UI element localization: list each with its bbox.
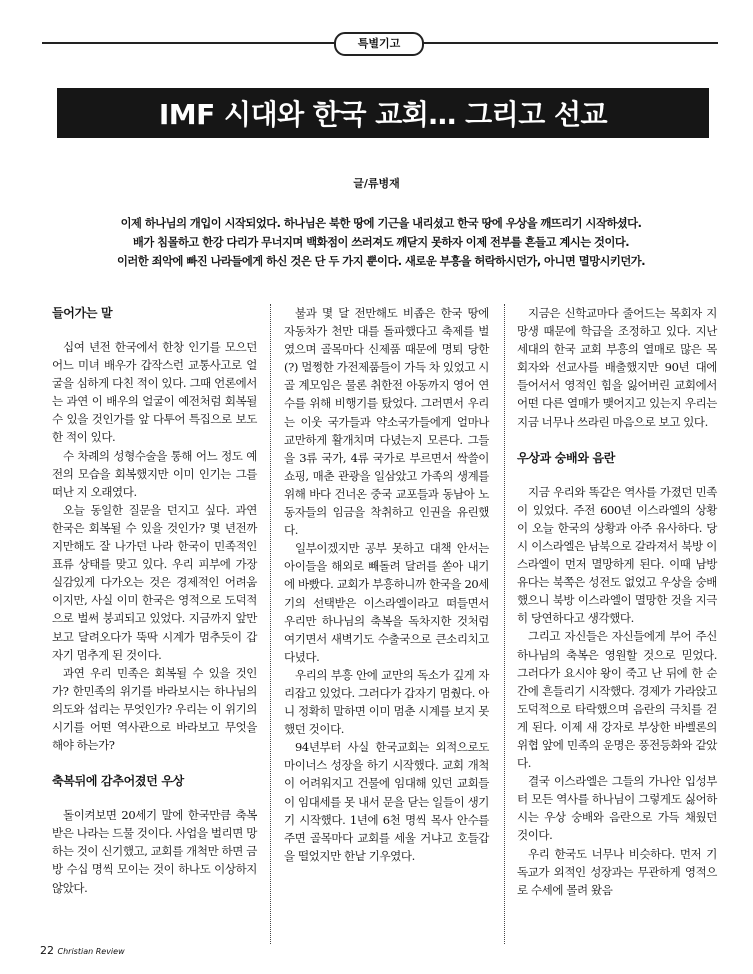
publication-name: Christian Review [57, 947, 125, 956]
byline: 글/류병재 [353, 177, 400, 190]
paragraph: 불과 몇 달 전만해도 비좁은 한국 땅에 자동차가 천만 대를 돌파했다고 축제를 벌였으며 골목마다 신제품 때문에 명퇴 당한(?) 멀쩡한 가전제품들이 가득 차 있었고 시골 계모임은 물론 취한전 아동까지 영어 연수를 위해 비행기를 탔었다. 그러면서 우리는 이웃 국가들과 약소국가들에게 얼마나 교만하게 활개치며 다녔는지 모른다. 그들을 3류 국가, 4류 국가로 부르면서 싹쓸이 쇼핑, 매춘 관광을 일삼았고 가족의 생계를 위해 바다 건너온 중국 교포들과 동남아 노동자들의 임금을 착취하고 인권을 유린했다. [284, 306, 489, 538]
paragraph: 우리 한국도 너무나 비슷하다. 먼저 기독교가 외적인 성장과는 무관하게 영적으로 수세에 몰려 왔음 [517, 846, 717, 897]
lead-line: 배가 침몰하고 한강 다리가 무너지며 백화점이 쓰러져도 깨닫지 못하자 이제 전부를 흔들고 계시는 것이다. [132, 236, 630, 249]
column-3 [517, 304, 717, 899]
lead-line: 이러한 죄악에 빠진 나라들에게 하신 것은 단 두 가지 뿐이다. 새로운 부흥을 허락하시던가, 아니면 멸망시키던가. [116, 255, 646, 268]
paragraph: 십여 년전 한국에서 한창 인기를 모으던 어느 미녀 배우가 갑작스런 교통사고로 얼굴을 심하게 다친 적이 있다. 그때 언론에서는 과연 이 배우의 얼굴이 예전처럼 회복될 수 있을 것인가를 앞 다투어 특집으로 보도한 적이 있다. [52, 340, 257, 445]
paragraph: 오늘 동일한 질문을 던지고 싶다. 과연 한국은 회복될 수 있을 것인가? 몇 년전까지만해도 잘 나가던 나라 한국이 민족적인 표류 상태를 맞고 있다. 우리 피부에 가장 실감있게 다가오는 것은 경제적인 어려움이지만, 사실 이미 한국은 영적으로 도덕적으로 벌써 붕괴되고 있었다. 지금까지 앞만 보고 달려오다가 뚝딱 시계가 멈추듯이 갑자기 멈추게 된 것이다. [52, 502, 257, 662]
column-1 [52, 304, 257, 897]
section-tag: 특별기고 [334, 32, 424, 56]
paragraph: 돌이켜보면 20세기 말에 한국만큼 축복 받은 나라는 드물 것이다. 사업을 벌리면 망하는 것이 신기했고, 교회를 개척만 하면 금방 수십 명씩 모이는 것이 하나도 이상하지 않았다. [52, 808, 257, 895]
paragraph: 지금 우리와 똑같은 역사를 가졌던 민족이 있었다. 주전 600년 이스라엘의 상황이 오늘 한국의 상황과 아주 유사하다. 당시 이스라엘은 남북으로 갈라져서 북방 이스라엘이 먼저 멸망하게 된다. 이때 남방 유다는 북쪽은 성전도 없었고 우상을 숭배했으니 북방 이스라엘이 멸망한 것을 지극히 당연하다고 생각했다. [517, 484, 717, 626]
column-divider [270, 304, 271, 944]
paragraph: 과연 우리 민족은 회복될 수 있을 것인가? 한민족의 위기를 바라보시는 하나님의 의도와 섭리는 무엇인가? 우리는 이 위기의 시기를 어떤 역사관으로 바라보고 무엇을 해야 하는가? [52, 665, 257, 753]
paragraph: 일부이겠지만 공부 못하고 대책 안서는 아이들을 해외로 빼돌려 달러를 쏟아 내기에 바빴다. 교회가 부흥하니까 한국을 20세기의 선택받은 이스라엘이라고 떠들면서 우리만 하나님의 축복을 독차지한 것처럼 여기면서 새벽기도 수출국으로 큰소리치고 다녔다. [284, 541, 489, 664]
section-heading: 축복뒤에 감추어졌던 우상 [52, 774, 184, 789]
paragraph: 지금은 신학교마다 줄어드는 목회자 지망생 때문에 학급을 조정하고 있다. 지난 세대의 한국 교회 부흥의 열매로 많은 목회자와 선교사를 배출했지만 90년 대에 들어서서 영적인 힘을 잃어버린 교회에서 어떤 다른 열매가 맺어지고 있는지 우리는 지금 너무나 쓰라린 마음으로 보고 있다. [517, 306, 717, 429]
page-number: 22 [40, 944, 54, 957]
title-banner [57, 88, 709, 138]
paragraph: 수 차례의 성형수술을 통해 어느 정도 예전의 모습을 회복했지만 이미 인기는 그를 떠난 지 오래였다. [52, 448, 257, 499]
paragraph: 94년부터 사실 한국교회는 외적으로도 마이너스 성장을 하기 시작했다. 교회 개척이 어려워지고 건물에 임대해 있던 교회들이 임대세를 못 내서 문을 닫는 일들이 생기기 시작했다. 1년에 6천 명씩 목사 안수를 주면 골목마다 교회를 세울 거냐고 호들갑을 떨었지만 한낱 기우였다. [284, 740, 489, 863]
column-2 [284, 304, 489, 865]
column-divider [504, 304, 505, 944]
paragraph: 결국 이스라엘은 그들의 가나안 입성부터 모든 역사를 하나님이 그렇게도 싫어하시는 우상 숭배와 음란으로 가득 채웠던 것이다. [517, 774, 717, 843]
paragraph: 우리의 부흥 안에 교만의 독소가 깊게 자리잡고 있었다. 그러다가 갑자기 멈췄다. 아니 정확히 말하면 이미 멈춘 시계를 보지 못했던 것이다. [284, 667, 489, 737]
page-footer [40, 944, 125, 957]
article-title: IMF 시대와 한국 교회… 그리고 선교 [158, 98, 608, 131]
paragraph: 그리고 자신들은 자신들에게 부어 주신 하나님의 축복은 영원할 것으로 믿었다. 그러다가 요시야 왕이 죽고 난 뒤에 한 순간에 흔들리기 시작했다. 경제가 가라앉고 도덕적으로 타락했으며 음란의 극치를 걷게 된다. 이제 새 강자로 부상한 바벨론의 위협 앞에 민족의 운명은 풍전등화와 같았다. [517, 629, 717, 771]
section-heading: 우상과 숭배와 음란 [517, 450, 616, 465]
lead-line: 이제 하나님의 개입이 시작되었다. 하나님은 북한 땅에 기근을 내리셨고 한국 땅에 우상을 깨뜨리기 시작하셨다. [120, 217, 642, 230]
lead-paragraph [66, 214, 696, 271]
section-heading: 들어가는 말 [52, 306, 113, 320]
